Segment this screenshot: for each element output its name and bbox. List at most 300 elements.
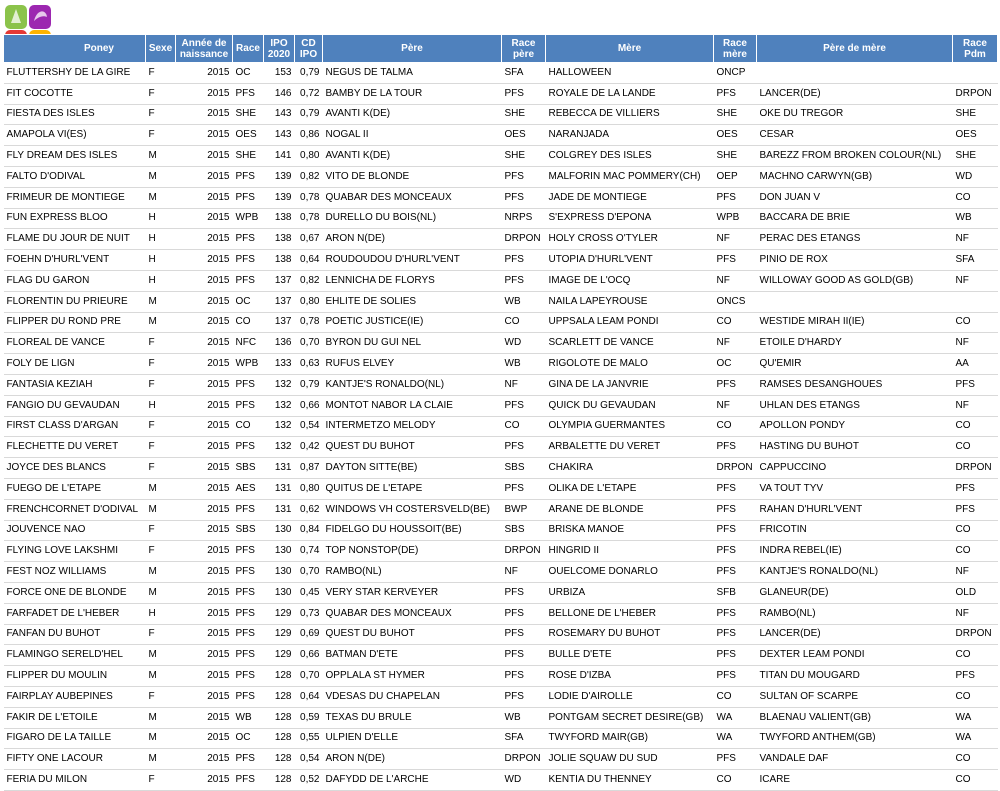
- header-poney: Poney: [4, 35, 146, 63]
- cell-annee: 2015: [176, 125, 233, 146]
- table-row: [4, 437, 998, 458]
- cell-mere: RIGOLOTE DE MALO: [546, 354, 714, 375]
- table-row: [4, 520, 998, 541]
- cell-race-pere: SFA: [502, 728, 546, 749]
- cell-mere: URBIZA: [546, 582, 714, 603]
- cell-poney: FAIRPLAY AUBEPINES: [4, 686, 146, 707]
- cell-pere-de-mere: BACCARA DE BRIE: [757, 208, 953, 229]
- cell-mere: REBECCA DE VILLIERS: [546, 104, 714, 125]
- cell-sexe: H: [146, 270, 176, 291]
- header-race-mere: Race mère: [714, 35, 757, 63]
- table-row: [4, 312, 998, 333]
- cell-race-mere: WPB: [714, 208, 757, 229]
- cell-race-pdm: NF: [953, 333, 998, 354]
- cell-pere: DURELLO DU BOIS(NL): [323, 208, 502, 229]
- cell-cd-ipo: 0,82: [295, 270, 323, 291]
- pony-results-table: [3, 34, 998, 791]
- cell-ipo: 131: [264, 458, 295, 479]
- cell-pere-de-mere: SULTAN OF SCARPE: [757, 686, 953, 707]
- cell-race-mere: NF: [714, 229, 757, 250]
- cell-race-mere: PFS: [714, 624, 757, 645]
- cell-ipo: 130: [264, 562, 295, 583]
- cell-race: PFS: [233, 187, 264, 208]
- cell-pere-de-mere: MACHNO CARWYN(GB): [757, 166, 953, 187]
- header-race-pdm: Race Pdm: [953, 35, 998, 63]
- cell-poney: FRIMEUR DE MONTIEGE: [4, 187, 146, 208]
- cell-mere: OLIKA DE L'ETAPE: [546, 478, 714, 499]
- cell-race-mere: CO: [714, 416, 757, 437]
- cell-cd-ipo: 0,70: [295, 562, 323, 583]
- cell-race-pdm: PFS: [953, 478, 998, 499]
- cell-race: WPB: [233, 354, 264, 375]
- cell-race-mere: NF: [714, 333, 757, 354]
- cell-annee: 2015: [176, 395, 233, 416]
- cell-pere-de-mere: KANTJE'S RONALDO(NL): [757, 562, 953, 583]
- cell-pere-de-mere: WESTIDE MIRAH II(IE): [757, 312, 953, 333]
- cell-race-mere: PFS: [714, 749, 757, 770]
- cell-poney: FUN EXPRESS BLOO: [4, 208, 146, 229]
- cell-sexe: F: [146, 770, 176, 791]
- cell-pere: AVANTI K(DE): [323, 146, 502, 167]
- cell-cd-ipo: 0,52: [295, 770, 323, 791]
- cell-race-mere: WA: [714, 728, 757, 749]
- cell-mere: KENTIA DU THENNEY: [546, 770, 714, 791]
- cell-annee: 2015: [176, 686, 233, 707]
- cell-mere: BELLONE DE L'HEBER: [546, 603, 714, 624]
- cell-ipo: 131: [264, 478, 295, 499]
- cell-race: SBS: [233, 458, 264, 479]
- cell-cd-ipo: 0,80: [295, 478, 323, 499]
- cell-mere: SCARLETT DE VANCE: [546, 333, 714, 354]
- cell-pere-de-mere: DON JUAN V: [757, 187, 953, 208]
- cell-race-pdm: NF: [953, 229, 998, 250]
- cell-ipo: 128: [264, 686, 295, 707]
- cell-race: PFS: [233, 250, 264, 271]
- header-row: [4, 35, 998, 63]
- cell-ipo: 132: [264, 437, 295, 458]
- table-row: [4, 624, 998, 645]
- cell-race-pdm: NF: [953, 270, 998, 291]
- cell-race-mere: CO: [714, 686, 757, 707]
- cell-cd-ipo: 0,67: [295, 229, 323, 250]
- cell-poney: FALTO D'ODIVAL: [4, 166, 146, 187]
- cell-race-pere: PFS: [502, 478, 546, 499]
- cell-cd-ipo: 0,79: [295, 374, 323, 395]
- cell-cd-ipo: 0,63: [295, 354, 323, 375]
- cell-annee: 2015: [176, 499, 233, 520]
- table-row: [4, 83, 998, 104]
- cell-race-pdm: CO: [953, 686, 998, 707]
- cell-poney: FARFADET DE L'HEBER: [4, 603, 146, 624]
- header-race: Race: [233, 35, 264, 63]
- cell-poney: FLAME DU JOUR DE NUIT: [4, 229, 146, 250]
- cell-pere-de-mere: DEXTER LEAM PONDI: [757, 645, 953, 666]
- cell-pere: ARON N(DE): [323, 229, 502, 250]
- cell-poney: FIESTA DES ISLES: [4, 104, 146, 125]
- cell-annee: 2015: [176, 354, 233, 375]
- cell-annee: 2015: [176, 645, 233, 666]
- cell-race: PFS: [233, 645, 264, 666]
- table-row: [4, 770, 998, 791]
- cell-cd-ipo: 0,87: [295, 458, 323, 479]
- cell-mere: NARANJADA: [546, 125, 714, 146]
- cell-race-pdm: PFS: [953, 666, 998, 687]
- cell-race: SBS: [233, 520, 264, 541]
- cell-cd-ipo: 0,73: [295, 603, 323, 624]
- cell-poney: FANGIO DU GEVAUDAN: [4, 395, 146, 416]
- cell-sexe: H: [146, 250, 176, 271]
- cell-poney: FLYING LOVE LAKSHMI: [4, 541, 146, 562]
- cell-annee: 2015: [176, 166, 233, 187]
- cell-race-pere: PFS: [502, 83, 546, 104]
- cell-race: PFS: [233, 562, 264, 583]
- cell-cd-ipo: 0,70: [295, 333, 323, 354]
- cell-race-pdm: PFS: [953, 374, 998, 395]
- cell-race-mere: PFS: [714, 437, 757, 458]
- table-row: [4, 125, 998, 146]
- cell-cd-ipo: 0,66: [295, 395, 323, 416]
- table-row: [4, 499, 998, 520]
- cell-race-pere: SBS: [502, 458, 546, 479]
- cell-annee: 2015: [176, 83, 233, 104]
- cell-mere: OLYMPIA GUERMANTES: [546, 416, 714, 437]
- cell-race: OES: [233, 125, 264, 146]
- cell-race-mere: OC: [714, 354, 757, 375]
- cell-race-mere: OES: [714, 125, 757, 146]
- cell-sexe: M: [146, 645, 176, 666]
- cell-race-pere: WB: [502, 354, 546, 375]
- cell-race-pdm: WB: [953, 208, 998, 229]
- cell-ipo: 137: [264, 291, 295, 312]
- cell-sexe: M: [146, 707, 176, 728]
- cell-annee: 2015: [176, 250, 233, 271]
- cell-cd-ipo: 0,66: [295, 645, 323, 666]
- cell-race-mere: ONCS: [714, 291, 757, 312]
- cell-pere: BATMAN D'ETE: [323, 645, 502, 666]
- cell-poney: FLORENTIN DU PRIEURE: [4, 291, 146, 312]
- cell-poney: FOEHN D'HURL'VENT: [4, 250, 146, 271]
- cell-poney: FRENCHCORNET D'ODIVAL: [4, 499, 146, 520]
- cell-ipo: 130: [264, 541, 295, 562]
- table-row: [4, 478, 998, 499]
- cell-pere: FIDELGO DU HOUSSOIT(BE): [323, 520, 502, 541]
- cell-ipo: 136: [264, 333, 295, 354]
- cell-poney: FLECHETTE DU VERET: [4, 437, 146, 458]
- cell-sexe: F: [146, 374, 176, 395]
- cell-pere: RAMBO(NL): [323, 562, 502, 583]
- table-row: [4, 354, 998, 375]
- cell-pere-de-mere: LANCER(DE): [757, 624, 953, 645]
- cell-race-mere: CO: [714, 770, 757, 791]
- cell-pere: KANTJE'S RONALDO(NL): [323, 374, 502, 395]
- cell-race-pdm: AA: [953, 354, 998, 375]
- cell-annee: 2015: [176, 520, 233, 541]
- cell-race-pere: WD: [502, 770, 546, 791]
- cell-pere-de-mere: UHLAN DES ETANGS: [757, 395, 953, 416]
- cell-poney: AMAPOLA VI(ES): [4, 125, 146, 146]
- cell-race-pdm: DRPON: [953, 83, 998, 104]
- cell-race: PFS: [233, 374, 264, 395]
- cell-annee: 2015: [176, 728, 233, 749]
- cell-race-mere: PFS: [714, 541, 757, 562]
- cell-ipo: 139: [264, 187, 295, 208]
- cell-race-pdm: CO: [953, 645, 998, 666]
- cell-poney: FLY DREAM DES ISLES: [4, 146, 146, 167]
- cell-annee: 2015: [176, 291, 233, 312]
- cell-poney: FANFAN DU BUHOT: [4, 624, 146, 645]
- cell-mere: PONTGAM SECRET DESIRE(GB): [546, 707, 714, 728]
- cell-race-mere: ONCP: [714, 63, 757, 84]
- cell-race: OC: [233, 291, 264, 312]
- cell-sexe: M: [146, 728, 176, 749]
- cell-race-pere: PFS: [502, 666, 546, 687]
- cell-poney: JOYCE DES BLANCS: [4, 458, 146, 479]
- cell-mere: BRISKA MANOE: [546, 520, 714, 541]
- cell-annee: 2015: [176, 229, 233, 250]
- cell-pere: BYRON DU GUI NEL: [323, 333, 502, 354]
- cell-cd-ipo: 0,79: [295, 104, 323, 125]
- cell-race: PFS: [233, 603, 264, 624]
- cell-race-mere: DRPON: [714, 458, 757, 479]
- cell-sexe: F: [146, 541, 176, 562]
- cell-mere: MALFORIN MAC POMMERY(CH): [546, 166, 714, 187]
- cell-poney: FEST NOZ WILLIAMS: [4, 562, 146, 583]
- cell-ipo: 138: [264, 208, 295, 229]
- cell-race-pere: DRPON: [502, 541, 546, 562]
- cell-pere: VDESAS DU CHAPELAN: [323, 686, 502, 707]
- cell-pere: ARON N(DE): [323, 749, 502, 770]
- cell-cd-ipo: 0,59: [295, 707, 323, 728]
- cell-annee: 2015: [176, 603, 233, 624]
- cell-pere: INTERMETZO MELODY: [323, 416, 502, 437]
- cell-sexe: F: [146, 125, 176, 146]
- cell-cd-ipo: 0,86: [295, 125, 323, 146]
- cell-race-pdm: CO: [953, 520, 998, 541]
- cell-pere-de-mere: [757, 63, 953, 84]
- table-row: [4, 562, 998, 583]
- cell-poney: FLIPPER DU MOULIN: [4, 666, 146, 687]
- cell-ipo: 132: [264, 416, 295, 437]
- cell-pere: RUFUS ELVEY: [323, 354, 502, 375]
- cell-race: PFS: [233, 541, 264, 562]
- cell-mere: ARANE DE BLONDE: [546, 499, 714, 520]
- header-mere: Mère: [546, 35, 714, 63]
- cell-race: PFS: [233, 83, 264, 104]
- cell-sexe: F: [146, 520, 176, 541]
- cell-race: PFS: [233, 437, 264, 458]
- cell-race: CO: [233, 312, 264, 333]
- table-row: [4, 166, 998, 187]
- cell-race-mere: PFS: [714, 374, 757, 395]
- cell-pere: QUEST DU BUHOT: [323, 624, 502, 645]
- cell-race-mere: PFS: [714, 478, 757, 499]
- cell-ipo: 129: [264, 603, 295, 624]
- table-body: [4, 63, 998, 791]
- cell-pere-de-mere: CAPPUCCINO: [757, 458, 953, 479]
- cell-race-pdm: CO: [953, 187, 998, 208]
- cell-race-pdm: NF: [953, 603, 998, 624]
- cell-race: PFS: [233, 749, 264, 770]
- cell-annee: 2015: [176, 312, 233, 333]
- cell-pere-de-mere: VANDALE DAF: [757, 749, 953, 770]
- cell-poney: FIT COCOTTE: [4, 83, 146, 104]
- cell-ipo: 153: [264, 63, 295, 84]
- cell-ipo: 137: [264, 312, 295, 333]
- cell-sexe: M: [146, 562, 176, 583]
- cell-annee: 2015: [176, 541, 233, 562]
- cell-pere: WINDOWS VH COSTERSVELD(BE): [323, 499, 502, 520]
- cell-sexe: F: [146, 624, 176, 645]
- cell-poney: FIGARO DE LA TAILLE: [4, 728, 146, 749]
- table-row: [4, 416, 998, 437]
- cell-mere: JOLIE SQUAW DU SUD: [546, 749, 714, 770]
- cell-ipo: 137: [264, 270, 295, 291]
- cell-sexe: M: [146, 582, 176, 603]
- cell-ipo: 138: [264, 250, 295, 271]
- cell-sexe: M: [146, 312, 176, 333]
- cell-ipo: 128: [264, 749, 295, 770]
- table-row: [4, 749, 998, 770]
- cell-cd-ipo: 0,54: [295, 416, 323, 437]
- cell-cd-ipo: 0,78: [295, 312, 323, 333]
- cell-race-pdm: CO: [953, 770, 998, 791]
- cell-mere: CHAKIRA: [546, 458, 714, 479]
- table-row: [4, 146, 998, 167]
- cell-ipo: 143: [264, 104, 295, 125]
- cell-cd-ipo: 0,45: [295, 582, 323, 603]
- table-row: [4, 707, 998, 728]
- cell-annee: 2015: [176, 478, 233, 499]
- cell-sexe: H: [146, 208, 176, 229]
- cell-pere-de-mere: QU'EMIR: [757, 354, 953, 375]
- cell-cd-ipo: 0,74: [295, 541, 323, 562]
- cell-pere-de-mere: RAHAN D'HURL'VENT: [757, 499, 953, 520]
- cell-cd-ipo: 0,80: [295, 146, 323, 167]
- cell-pere: LENNICHA DE FLORYS: [323, 270, 502, 291]
- cell-annee: 2015: [176, 437, 233, 458]
- table-row: [4, 333, 998, 354]
- cell-race-pdm: SFA: [953, 250, 998, 271]
- cell-race-pdm: WA: [953, 728, 998, 749]
- cell-pere: POETIC JUSTICE(IE): [323, 312, 502, 333]
- cell-ipo: 130: [264, 520, 295, 541]
- table-row: [4, 291, 998, 312]
- cell-race-mere: PFS: [714, 562, 757, 583]
- table-row: [4, 686, 998, 707]
- cell-race-pere: PFS: [502, 686, 546, 707]
- table-row: [4, 666, 998, 687]
- cell-pere: DAYTON SITTE(BE): [323, 458, 502, 479]
- table-row: [4, 229, 998, 250]
- cell-race-mere: PFS: [714, 603, 757, 624]
- cell-ipo: 132: [264, 395, 295, 416]
- cell-cd-ipo: 0,42: [295, 437, 323, 458]
- cell-race: NFC: [233, 333, 264, 354]
- cell-mere: HOLY CROSS O'TYLER: [546, 229, 714, 250]
- cell-poney: FLIPPER DU ROND PRE: [4, 312, 146, 333]
- cell-pere-de-mere: ETOILE D'HARDY: [757, 333, 953, 354]
- cell-mere: ROSE D'IZBA: [546, 666, 714, 687]
- cell-annee: 2015: [176, 770, 233, 791]
- cell-race-pdm: WA: [953, 707, 998, 728]
- cell-race-pere: SBS: [502, 520, 546, 541]
- cell-sexe: F: [146, 686, 176, 707]
- cell-cd-ipo: 0,64: [295, 686, 323, 707]
- cell-race-mere: PFS: [714, 83, 757, 104]
- cell-race: CO: [233, 416, 264, 437]
- table-row: [4, 250, 998, 271]
- cell-race-mere: CO: [714, 312, 757, 333]
- cell-race-mere: PFS: [714, 499, 757, 520]
- cell-race-pere: SHE: [502, 104, 546, 125]
- cell-race-pere: NF: [502, 562, 546, 583]
- cell-pere: VERY STAR KERVEYER: [323, 582, 502, 603]
- table-row: [4, 582, 998, 603]
- cell-race-mere: NF: [714, 270, 757, 291]
- cell-race: OC: [233, 63, 264, 84]
- cell-race-pere: PFS: [502, 250, 546, 271]
- cell-race-mere: PFS: [714, 645, 757, 666]
- cell-race-pere: PFS: [502, 166, 546, 187]
- cell-race-pdm: CO: [953, 416, 998, 437]
- cell-race: OC: [233, 728, 264, 749]
- cell-race-pere: PFS: [502, 603, 546, 624]
- cell-pere: QUEST DU BUHOT: [323, 437, 502, 458]
- cell-sexe: M: [146, 291, 176, 312]
- cell-annee: 2015: [176, 458, 233, 479]
- cell-race-pdm: PFS: [953, 499, 998, 520]
- cell-race-pdm: CO: [953, 437, 998, 458]
- table-row: [4, 374, 998, 395]
- cell-pere-de-mere: PINIO DE ROX: [757, 250, 953, 271]
- cell-race-pere: PFS: [502, 645, 546, 666]
- cell-pere-de-mere: TITAN DU MOUGARD: [757, 666, 953, 687]
- cell-annee: 2015: [176, 707, 233, 728]
- table-row: [4, 63, 998, 84]
- cell-mere: JADE DE MONTIEGE: [546, 187, 714, 208]
- header-pere-de-mere: Père de mère: [757, 35, 953, 63]
- cell-race-mere: PFS: [714, 666, 757, 687]
- cell-race-pdm: WD: [953, 166, 998, 187]
- cell-race-pere: PFS: [502, 270, 546, 291]
- table-row: [4, 208, 998, 229]
- cell-race: PFS: [233, 166, 264, 187]
- cell-poney: FUEGO DE L'ETAPE: [4, 478, 146, 499]
- cell-cd-ipo: 0,84: [295, 520, 323, 541]
- cell-race-pere: PFS: [502, 395, 546, 416]
- cell-pere: MONTOT NABOR LA CLAIE: [323, 395, 502, 416]
- cell-cd-ipo: 0,78: [295, 208, 323, 229]
- cell-race-pdm: [953, 291, 998, 312]
- cell-race: PFS: [233, 395, 264, 416]
- cell-poney: FLUTTERSHY DE LA GIRE: [4, 63, 146, 84]
- cell-pere-de-mere: RAMBO(NL): [757, 603, 953, 624]
- cell-annee: 2015: [176, 63, 233, 84]
- cell-sexe: F: [146, 354, 176, 375]
- cell-pere: TOP NONSTOP(DE): [323, 541, 502, 562]
- header-cd-ipo: CD IPO: [295, 35, 323, 63]
- cell-pere-de-mere: TWYFORD ANTHEM(GB): [757, 728, 953, 749]
- cell-pere: OPPLALA ST HYMER: [323, 666, 502, 687]
- cell-race-pdm: DRPON: [953, 624, 998, 645]
- cell-mere: HALLOWEEN: [546, 63, 714, 84]
- cell-pere-de-mere: [757, 291, 953, 312]
- cell-mere: COLGREY DES ISLES: [546, 146, 714, 167]
- cell-sexe: M: [146, 666, 176, 687]
- cell-race: PFS: [233, 624, 264, 645]
- cell-race-pdm: CO: [953, 312, 998, 333]
- cell-ipo: 128: [264, 728, 295, 749]
